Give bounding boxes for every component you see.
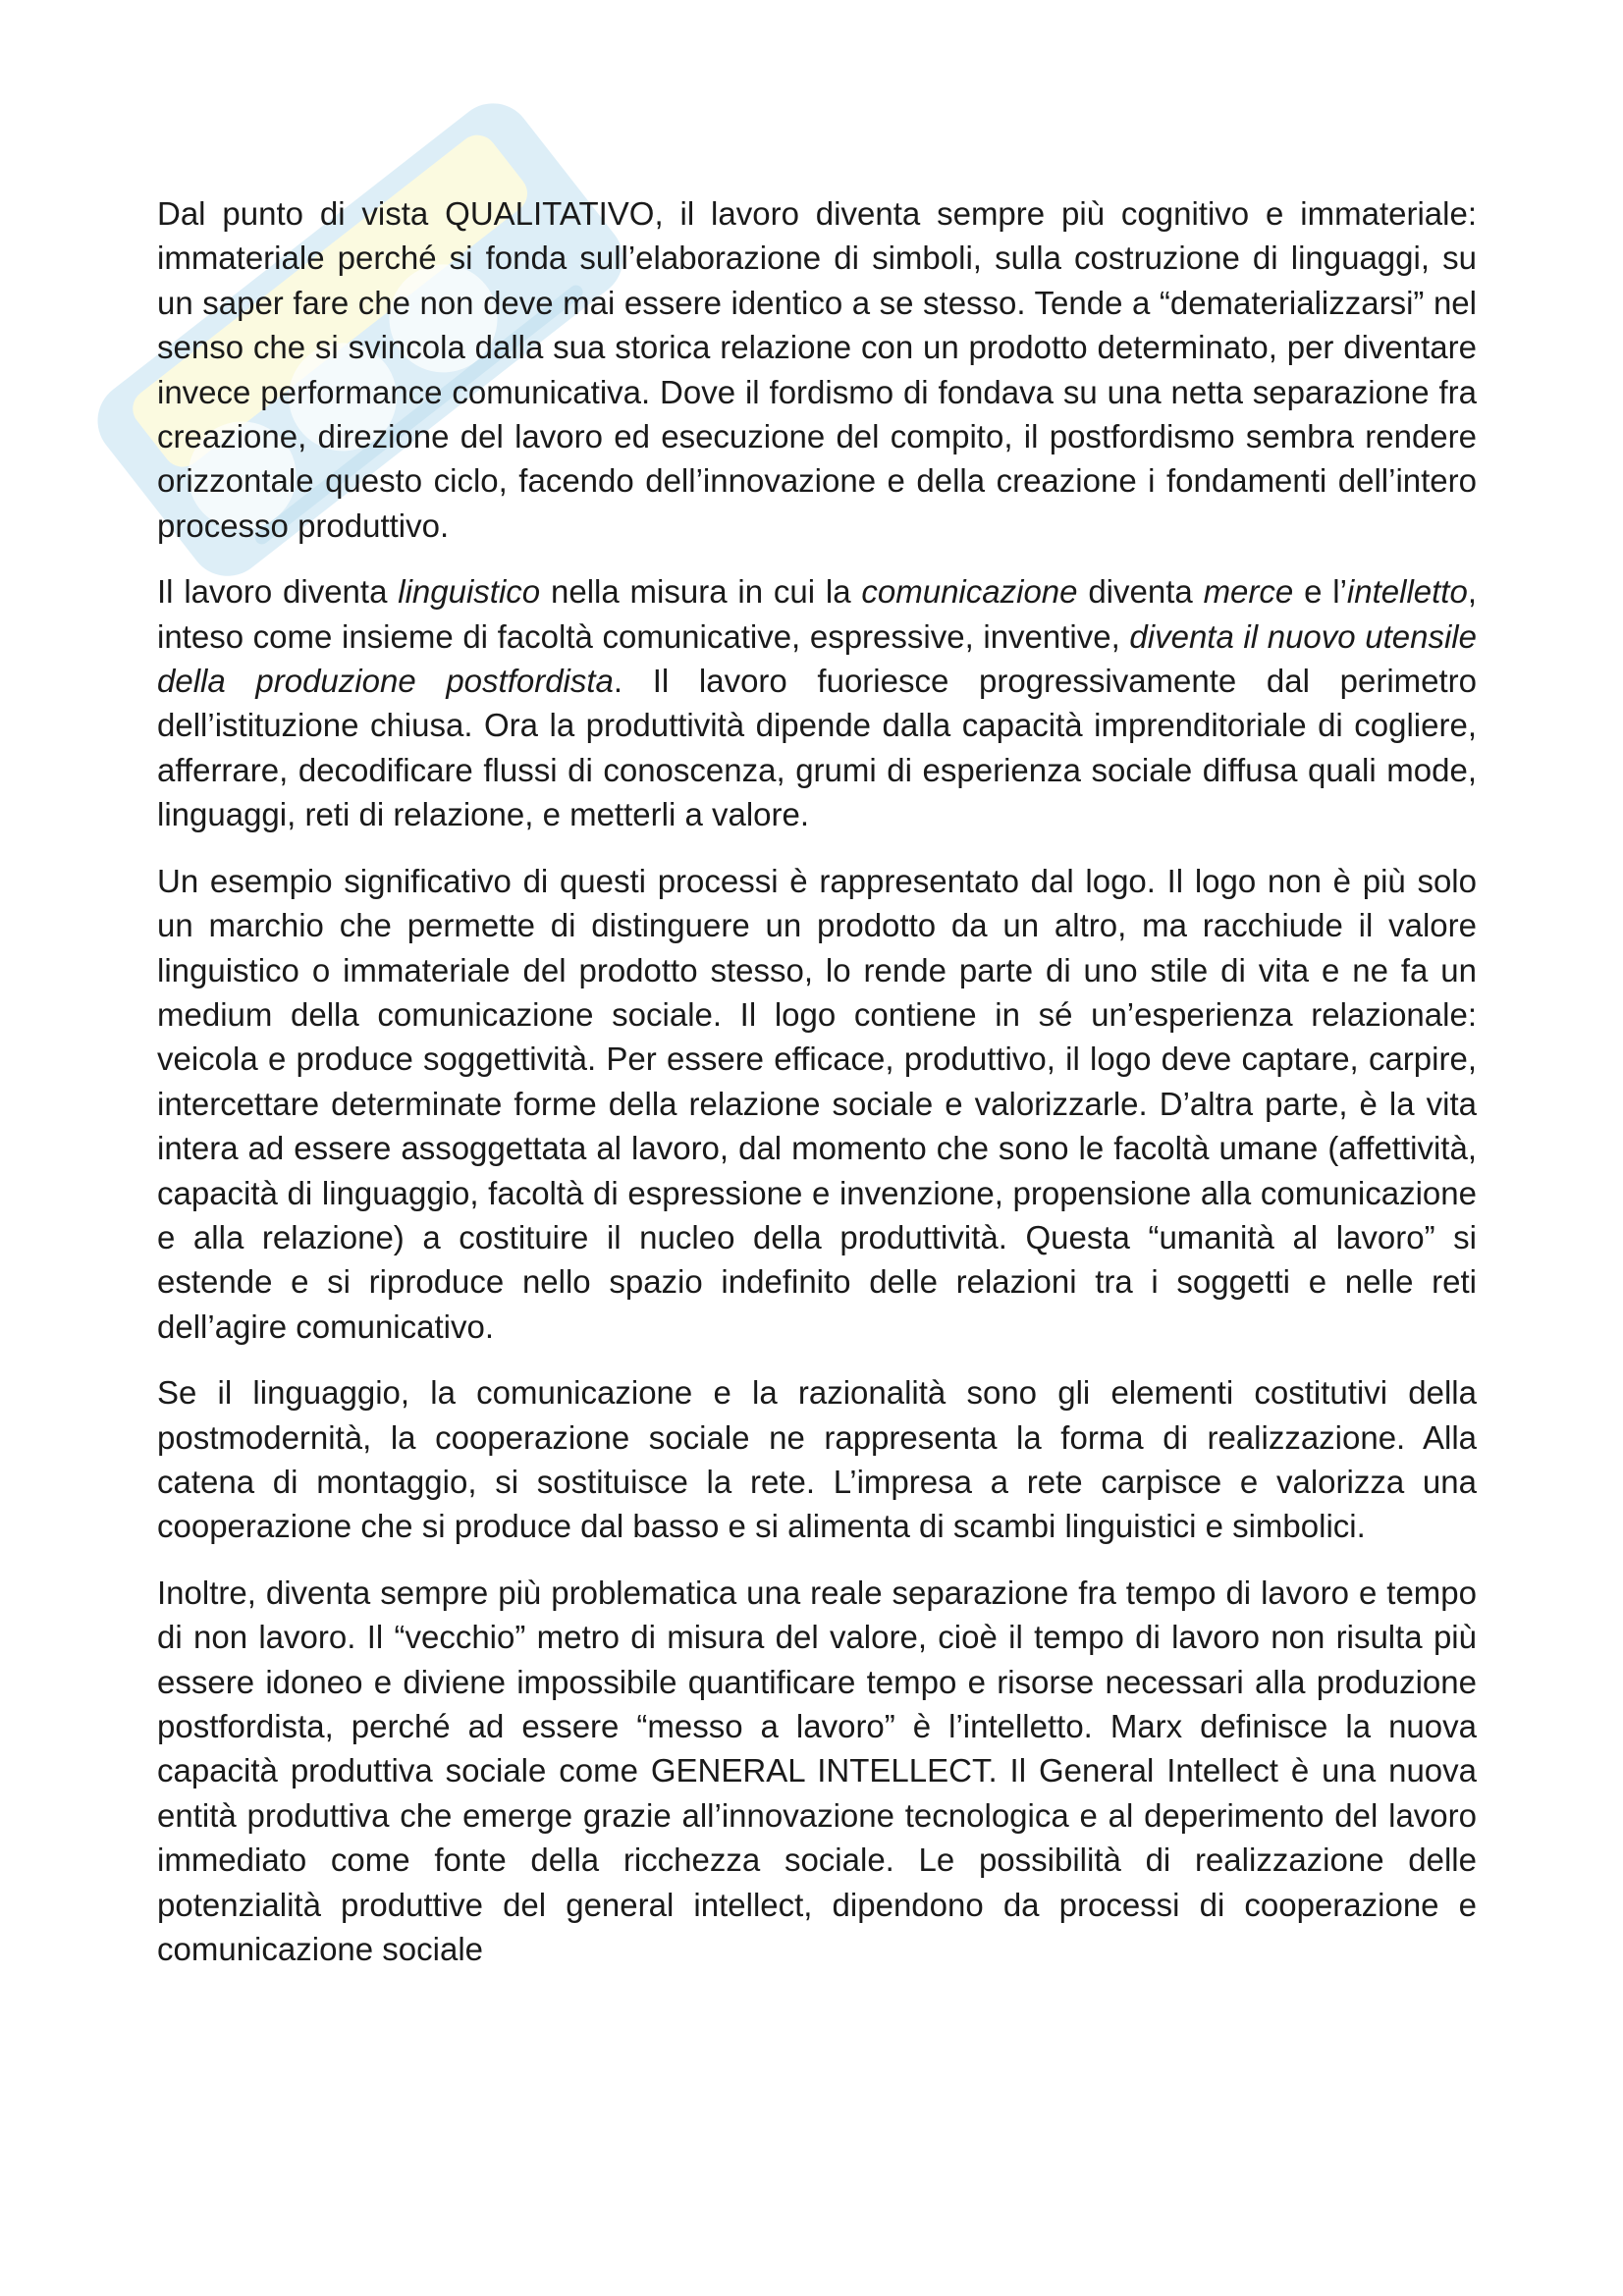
paragraph-1 bbox=[157, 191, 1477, 548]
text-segment: Dal punto di vista QUALITATIVO, il lavoro diventa sempre più cognitivo e immateriale: immateriale perché si fonda sull’elaborazione di simboli, sulla costruzione di linguaggi, su un saper fare che non deve mai essere identico a se stesso. Tende a “dematerializzarsi” nel senso che si svincola dalla sua storica relazione con un prodotto determinato, per diventare invece performance comunicativa. Dove il fordismo di fondava su una netta separazione fra creazione, direzione del lavoro ed esecuzione del compito, il postfordismo sembra rendere orizzontale questo ciclo, facendo dell’innovazione e della creazione i fondamenti dell’intero processo produttivo. bbox=[157, 195, 1477, 544]
italic-text: intelletto bbox=[1346, 573, 1468, 611]
text-segment: e l’ bbox=[1293, 573, 1347, 611]
text-segment: Inoltre, diventa sempre più problematica una reale separazione fra tempo di lavoro e tempo di non lavoro. Il “vecchio” metro di misura del valore, cioè il tempo di lavoro non risulta più essere idoneo e diviene impossibile quantificare tempo e risorse necessari alla produzione postfordista, perché ad essere “messo a lavoro” è l’intelletto. Marx definisce la nuova capacità produttiva sociale come GENERAL INTELLECT. Il General Intellect è una nuova entità produttiva che emerge grazie all’innovazione tecnologica e al deperimento del lavoro immediato come fonte della ricchezza sociale. Le possibilità di realizzazione delle potenzialità produttive del general intellect, dipendono da processi di cooperazione e comunicazione sociale bbox=[157, 1574, 1477, 1968]
document-body bbox=[157, 191, 1477, 1971]
italic-text: linguistico bbox=[398, 573, 541, 611]
italic-text: diventa il nuovo utensile della produzione postfordista bbox=[157, 617, 1477, 700]
text-segment: , inteso come insieme di facoltà comunicative, espressive, inventive, bbox=[157, 573, 1477, 655]
italic-text: comunicazione bbox=[861, 573, 1078, 611]
text-segment: . Il lavoro fuoriesce progressivamente dal perimetro dell’istituzione chiusa. Ora la produttività dipende dalla capacità imprenditoriale di cogliere, afferrare, decodificare flussi di conoscenza, grumi di esperienza sociale diffusa quali mode, linguaggi, reti di relazione, e metterli a valore. bbox=[157, 663, 1477, 833]
text-segment: Se il linguaggio, la comunicazione e la razionalità sono gli elementi costitutivi della postmodernità, la cooperazione sociale ne rappresenta la forma di realizzazione. Alla catena di montaggio, si sostituisce la rete. L’impresa a rete carpisce e valorizza una cooperazione che si produce dal basso e si alimenta di scambi linguistici e simbolici. bbox=[157, 1374, 1477, 1545]
text-segment: nella misura in cui la bbox=[540, 573, 862, 611]
text-segment: diventa bbox=[1077, 573, 1204, 611]
paragraph-3 bbox=[157, 859, 1477, 1349]
paragraph-5 bbox=[157, 1571, 1477, 1972]
paragraph-4 bbox=[157, 1370, 1477, 1549]
text-segment: Un esempio significativo di questi processi è rappresentato dal logo. Il logo non è più solo un marchio che permette di distinguere un prodotto da un altro, ma racchiude il valore linguistico o immateriale del prodotto stesso, lo rende parte di uno stile di vita e ne fa un medium della comunicazione sociale. Il logo contiene in sé un’esperienza relazionale: veicola e produce soggettività. Per essere efficace, produttivo, il logo deve captare, carpire, intercettare determinate forme della relazione sociale e valorizzarle. D’altra parte, è la vita intera ad essere assoggettata al lavoro, dal momento che sono le facoltà umane (affettività, capacità di linguaggio, facoltà di espressione e invenzione, propensione alla comunicazione e alla relazione) a costituire il nucleo della produttività. Questa “umanità al lavoro” si estende e si riproduce nello spazio indefinito delle relazioni tra i soggetti e nelle reti dell’agire comunicativo. bbox=[157, 862, 1477, 1345]
italic-text: merce bbox=[1203, 573, 1294, 611]
paragraph-2 bbox=[157, 569, 1477, 836]
text-segment: Il lavoro diventa bbox=[157, 573, 399, 611]
